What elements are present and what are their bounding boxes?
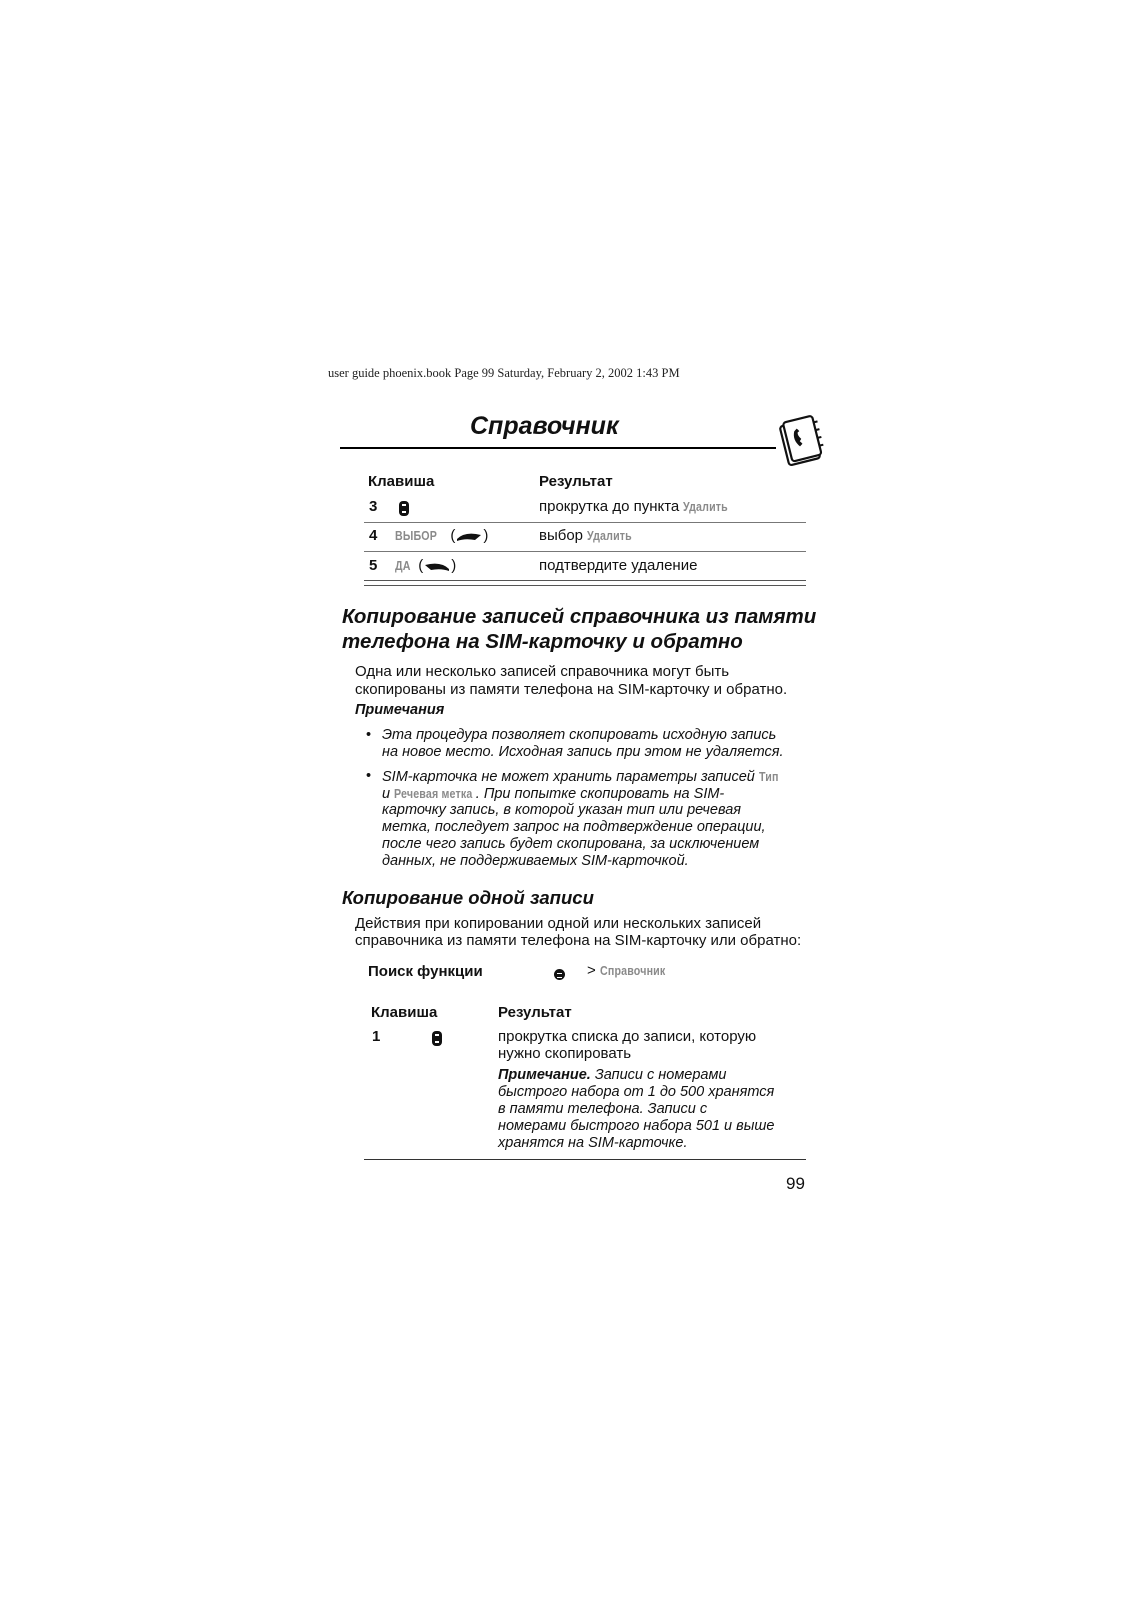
table2-note-line5: хранятся на SIM-карточке. bbox=[498, 1135, 688, 1151]
bullet-dot: • bbox=[366, 768, 372, 784]
bullet1-line2: на новое место. Исходная запись при этом не удаляется. bbox=[382, 744, 784, 760]
table1-end-rule bbox=[364, 580, 806, 586]
find-path-separator: > bbox=[587, 962, 596, 979]
table2-result-line2: нужно скопировать bbox=[498, 1045, 632, 1062]
find-feature-path bbox=[587, 962, 680, 979]
phonebook-icon bbox=[776, 414, 826, 470]
table2-header-key: Клавиша bbox=[371, 1004, 438, 1021]
table2-note-line3: в памяти телефона. Записи с bbox=[498, 1101, 708, 1117]
bullet2-line2 bbox=[382, 785, 724, 803]
table1-row1-result-text: прокрутка до пункта bbox=[539, 498, 684, 515]
table2-note-line2: быстрого набора от 1 до 500 хранятся bbox=[498, 1084, 775, 1100]
bullet2-line1-text: SIM-карточка не может хранить параметры записей bbox=[382, 769, 759, 785]
display-text-voice-tag: Речевая метка bbox=[394, 786, 473, 801]
bullet2-line1 bbox=[382, 768, 783, 786]
table2-end-rule bbox=[364, 1159, 806, 1160]
table1-row1-num: 3 bbox=[369, 498, 378, 515]
table1-row3-num: 5 bbox=[369, 557, 378, 574]
menu-key-icon bbox=[554, 969, 565, 980]
display-text-phonebook: Справочник bbox=[599, 963, 666, 978]
title-rule bbox=[340, 447, 776, 449]
bullet2-line2-post: . При попытке скопировать на SIM- bbox=[475, 786, 725, 802]
table1-row-divider bbox=[364, 551, 806, 552]
section2-para-line2: справочника из памяти телефона на SIM-карточку или обратно: bbox=[355, 932, 802, 949]
page-number: 99 bbox=[786, 1174, 805, 1193]
table1-row3-key: ДА ( ) bbox=[395, 557, 457, 574]
display-text-delete: Удалить bbox=[683, 499, 729, 514]
display-text-delete: Удалить bbox=[587, 528, 633, 543]
display-text-type: Тип bbox=[758, 769, 779, 784]
section2-heading: Копирование одной записи bbox=[342, 887, 594, 908]
notes-heading: Примечания bbox=[355, 702, 445, 718]
table2-header-result: Результат bbox=[498, 1004, 572, 1021]
table1-row-divider bbox=[364, 522, 806, 523]
table2-result-line1: прокрутка списка до записи, которую bbox=[498, 1028, 757, 1045]
bullet2-line5: после чего запись будет скопирована, за исключением bbox=[382, 836, 760, 852]
softkey-yes-label: ДА bbox=[395, 558, 411, 573]
right-softkey-icon bbox=[455, 530, 483, 542]
table1-header-result: Результат bbox=[539, 473, 613, 490]
table2-note-line4: номерами быстрого набора 501 и выше bbox=[498, 1118, 775, 1134]
table2-note-line1-text: Записи с номерами bbox=[590, 1067, 727, 1083]
page-title: Справочник bbox=[470, 412, 619, 440]
bullet2-line6: данных, не поддерживаемых SIM-карточкой. bbox=[382, 853, 689, 869]
table1-row2-num: 4 bbox=[369, 527, 378, 544]
find-feature-label: Поиск функции bbox=[368, 963, 483, 980]
bullet2-line2-pre: и bbox=[382, 786, 395, 802]
bullet-dot: • bbox=[366, 727, 372, 743]
bullet2-line3: карточку запись, в которой указан тип или речевая bbox=[382, 802, 742, 818]
section1-heading-line1: Копирование записей справочника из памяти bbox=[342, 605, 817, 628]
table1-header-key: Клавиша bbox=[368, 473, 435, 490]
table2-note-line1 bbox=[498, 1067, 727, 1084]
section1-para-line2: скопированы из памяти телефона на SIM-карточку и обратно. bbox=[355, 681, 788, 698]
table2-note-label: Примечание. bbox=[498, 1067, 591, 1083]
bullet1-line1: Эта процедура позволяет скопировать исходную запись bbox=[382, 727, 777, 743]
table1-row2-result-text: выбор bbox=[539, 527, 588, 544]
table1-row2-result bbox=[539, 527, 642, 544]
book-header-line: user guide phoenix.book Page 99 Saturday, February 2, 2002 1:43 PM bbox=[328, 366, 680, 380]
table1-row3-result: подтвердите удаление bbox=[539, 557, 698, 574]
scroll-key-icon bbox=[399, 501, 409, 516]
section1-para-line1: Одна или несколько записей справочника могут быть bbox=[355, 663, 730, 680]
section1-heading-line2: телефона на SIM-карточку и обратно bbox=[342, 630, 743, 653]
left-softkey-icon bbox=[423, 560, 451, 572]
scroll-key-icon bbox=[432, 1031, 442, 1046]
table1-row1-result bbox=[539, 498, 738, 515]
bullet2-line4: метка, последует запрос на подтверждение операции, bbox=[382, 819, 766, 835]
section2-para-line1: Действия при копировании одной или нескольких записей bbox=[355, 915, 762, 932]
softkey-select-label: ВЫБОР bbox=[395, 528, 438, 543]
table2-row1-num: 1 bbox=[372, 1028, 381, 1045]
table1-row2-key: ВЫБОР ( ) bbox=[395, 527, 489, 544]
